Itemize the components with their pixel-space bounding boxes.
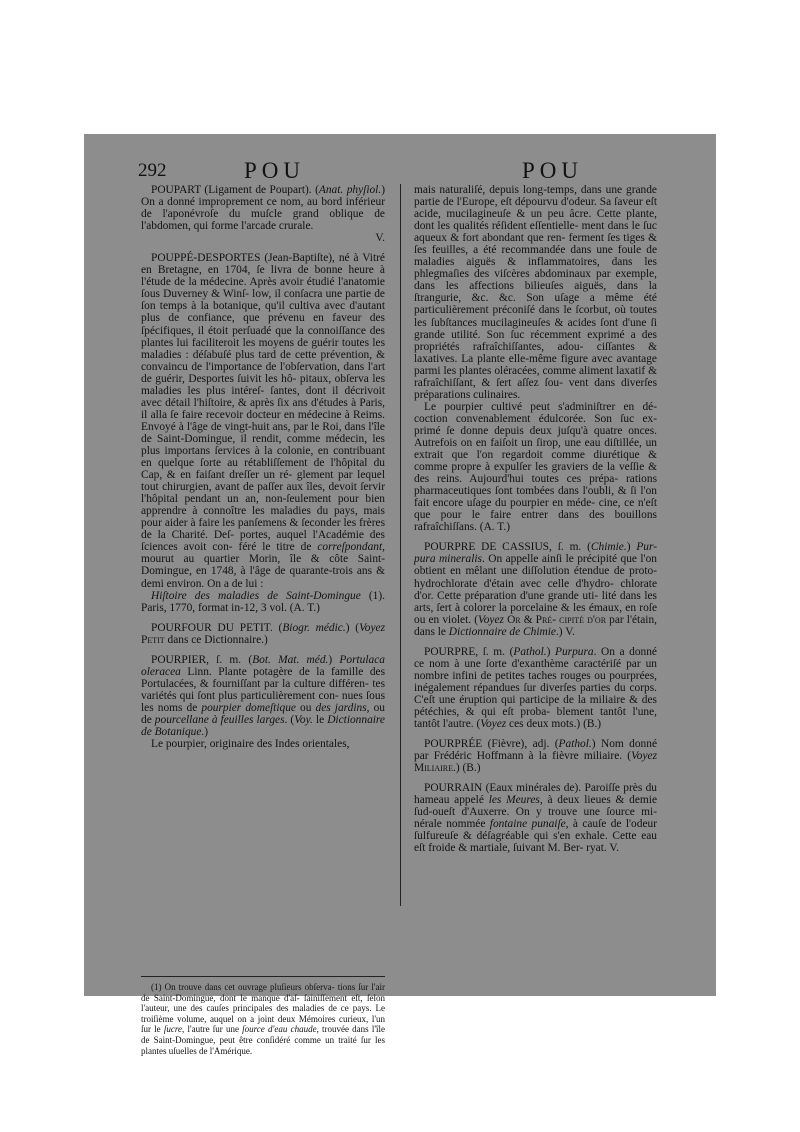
entry-pourrain (414, 782, 657, 854)
entry-continuation-start: Le pourpier, originaire des Indes orientales, (151, 738, 350, 751)
entry-pourpre (414, 646, 657, 730)
entry-body: POURPRE, ſ. m. (Pathol.) Purpura. On a donné ce nom à une ſorte d'exanthème caractériſé par un nombre infini de petites taches rouges ou pourprées, inégalement répandues ſur diverſes parties du corps. C'eſt une éruption qui participe de la miliaire & des pétéchies, & qui eſt proba- blement tantôt l'une, tantôt l'autre. (Voyez ces deux mots.) (B.) (414, 645, 657, 731)
entry-pourpier (141, 654, 385, 750)
footnote: (1) On trouve dans cet ouvrage pluſieurs obſerva- tions ſur l'air de Saint-Domingue, dont le manque d'aſ- ſainiſſement eſt, ſelon l'auteur, une des cauſes principales des maladies de ce pays. Le troiſième volume, auquel on a joint deux Mémoires curieux, l'un ſur le ſucre, l'autre ſur une ſource d'eau chaude, trouvée dans l'île de Saint-Domingue, peut être conſidéré comme un traité ſur les plantes uſuelles de l'Amérique. (141, 982, 385, 1056)
entry-pourpier-continued (414, 184, 657, 533)
entry-body: POUPPÉ-DESPORTES (Jean-Baptiſte), né à Vitré en Bretagne, en 1704, ſe livra de bonne heure à l'étude de la médecine. Après avoir étudié l'anatomie ſous Duverney & Winſ- low, il conſacra une partie de ſon temps à la botanique, qu'il cultiva avec d'autant plus de confiance, que prévenu en faveur des ſpécifiques, il étoit perſuadé que la connoiſſance des plantes lui faciliteroit les moyens de guérir toutes les maladies : déſabuſé plus tard de cette prévention, & convaincu de l'importance de l'obſervation, dans l'art de guérir, Desportes ſuivit les hô- pitaux, obſerva les maladies les plus intéreſ- ſantes, dont il décrivoit avec détail l'hiſtoire, & après ſix ans d'études à Paris, il alla ſe faire recevoir docteur en médecine à Reims. Envoyé à l'âge de vingt-huit ans, par le Roi, dans l'île de Saint-Domingue, il rendit, comme médecin, les plus importans ſervices à la colonie, en contribuant en quelque ſorte au rétabliſſement de l'hôpital du Cap, & en faiſant dreſſer un ré- glement par lequel tout chirurgien, avant de paſſer aux îles, devoit ſervir l'hôpital pendant un an, non-ſeulement pour bien apprendre à connoître les maladies du pays, mais pour aider à faire les panſemens & ſeconder les frères de la Charité. Deſ- portes, auquel l'Académie des ſciences avoit con- féré le titre de correſpondant, mourut au quartier Morin, île & côte Saint-Domingue, en 1748, à l'âge de quarante-trois ans & demi environ. On a de lui : (141, 252, 385, 590)
column-divider (400, 184, 401, 906)
entry-body: POURPRE DE CASSIUS, ſ. m. (Chimie.) Pur- pura mineralis. On appelle ainſi le précipité que l'on obtient en mêlant une diſſolution étendue de proto-hydrochlorate d'étain avec celle d'hydro- chlorate d'or. Cette préparation d'une grande uti- lité dans les arts, ſert à colorer la porcelaine & les émaux, en roſe ou en violet. (Voyez Or & Pré- cipité d'or par l'étain, dans le Dictionnaire de Chimie.) V. (414, 541, 657, 638)
entry-body: POUPART (Ligament de Poupart). (Anat. phyſiol.) On a donné improprement ce nom, au bord inférieur de l'aponévroſe du muſcle grand oblique de l'abdomen, qui forme l'arcade crurale. (141, 184, 385, 233)
left-column (141, 184, 385, 758)
running-header (138, 156, 678, 186)
page-number: 292 (138, 160, 167, 181)
entry-body: POURFOUR DU PETIT. (Biogr. médic.) (Voyez Petit dans ce Dictionnaire.) (141, 621, 385, 646)
entry-body: mais naturaliſé, depuis long-temps, dans une grande partie de l'Europe, eſt dépourvu d'odeur. Sa ſaveur eſt acide, mucilagineuſe & un peu âcre. Cette plante, dont les qualités réſident eſſentielle- ment dans le ſuc aqueux & fort abondant que ren- ferment ſes tiges & ſes feuilles, a été recommandée dans une foule de maladies aiguës & inflammatoires, dans les phlegmaſies des viſcères abdominaux par exemple, dans les affections bilieuſes aiguës, dans la ſtrangurie, &c. &c. Son uſage a même été particulièrement préconiſé dans le ſcorbut, où toutes les ſubſtances mucilagineuſes & acides ſont d'une ſi grande utilité. Son ſuc récemment exprimé a des propriétés rafraîchiſſantes, adou- ciſſantes & laxatives. La plante elle-même figure avec avantage parmi les plantes oléracées, comme aliment laxatif & rafraîchiſſant, & ſert aſſez ſou- vent dans diverſes préparations culinaires. (414, 184, 657, 401)
scanned-page (84, 134, 716, 1056)
footnote-rule (141, 976, 385, 977)
entry-pourpree (414, 738, 657, 774)
right-column (414, 184, 657, 862)
entry-signature: V. (375, 232, 385, 245)
entry-poupart (141, 184, 385, 244)
right-running-head: POU (522, 158, 584, 183)
entry-body: Le pourpier cultivé peut s'adminiſtrer en dé- coction convenablement édulcorée. Son ſuc ex- primé ſe donne depuis deux juſqu'à quatre onces. Autrefois on en faiſoit un ſirop, une eau diſtillée, un extrait que l'on regardoit comme diurétique & comme propre à expulſer les graviers de la veſſie & des reins. Aujourd'hui toutes ces prépa- rations pharmaceutiques ſont tombées dans l'oubli, & ſi l'on fait encore uſage du pourpier en méde- cine, ce n'eſt que pour le faire entrer dans des bouillons rafraîchiſſans. (A. T.) (414, 400, 657, 534)
entry-pourfour-du-petit (141, 622, 385, 646)
entry-body: POURPIER, ſ. m. (Bot. Mat. méd.) Portulaca oleracea Linn. Plante potagère de la famille des Portulacées, & fourniſſant par la culture différen- tes variétés qui ſont plus particulièrement con- nues ſous les noms de pourpier domeſtique ou des jardins, ou de pourcellane à feuilles larges. (Voy. le Dictionnaire de Botanique.) (141, 653, 386, 739)
dictionary-page (84, 134, 716, 1056)
left-running-head: POU (244, 158, 306, 183)
entry-pouppe-desportes (141, 252, 385, 613)
entry-body: POURRAIN (Eaux minérales de). Paroiſſe près du hameau appelé les Meures, à deux lieues & demie ſud-oueſt d'Auxerre. On y trouve une ſource mi- nérale nommée fontaine punaiſe, à cauſe de l'odeur ſulfureuſe & déſagréable qui s'en exhale. Cette eau eſt froide & martiale, ſuivant M. Ber- ryat. V. (414, 782, 658, 855)
entry-bibliography: Hiſtoire des maladies de Saint-Domingue (1). Paris, 1770, format in-12, 3 vol. (A. T.) (141, 589, 385, 614)
entry-pourpre-de-cassius (414, 541, 657, 637)
entry-body: POURPRÉE (Fièvre), adj. (Pathol.) Nom donné par Frédéric Hoffmann à la fièvre miliaire. (Voyez Miliaire.) (B.) (414, 738, 658, 775)
